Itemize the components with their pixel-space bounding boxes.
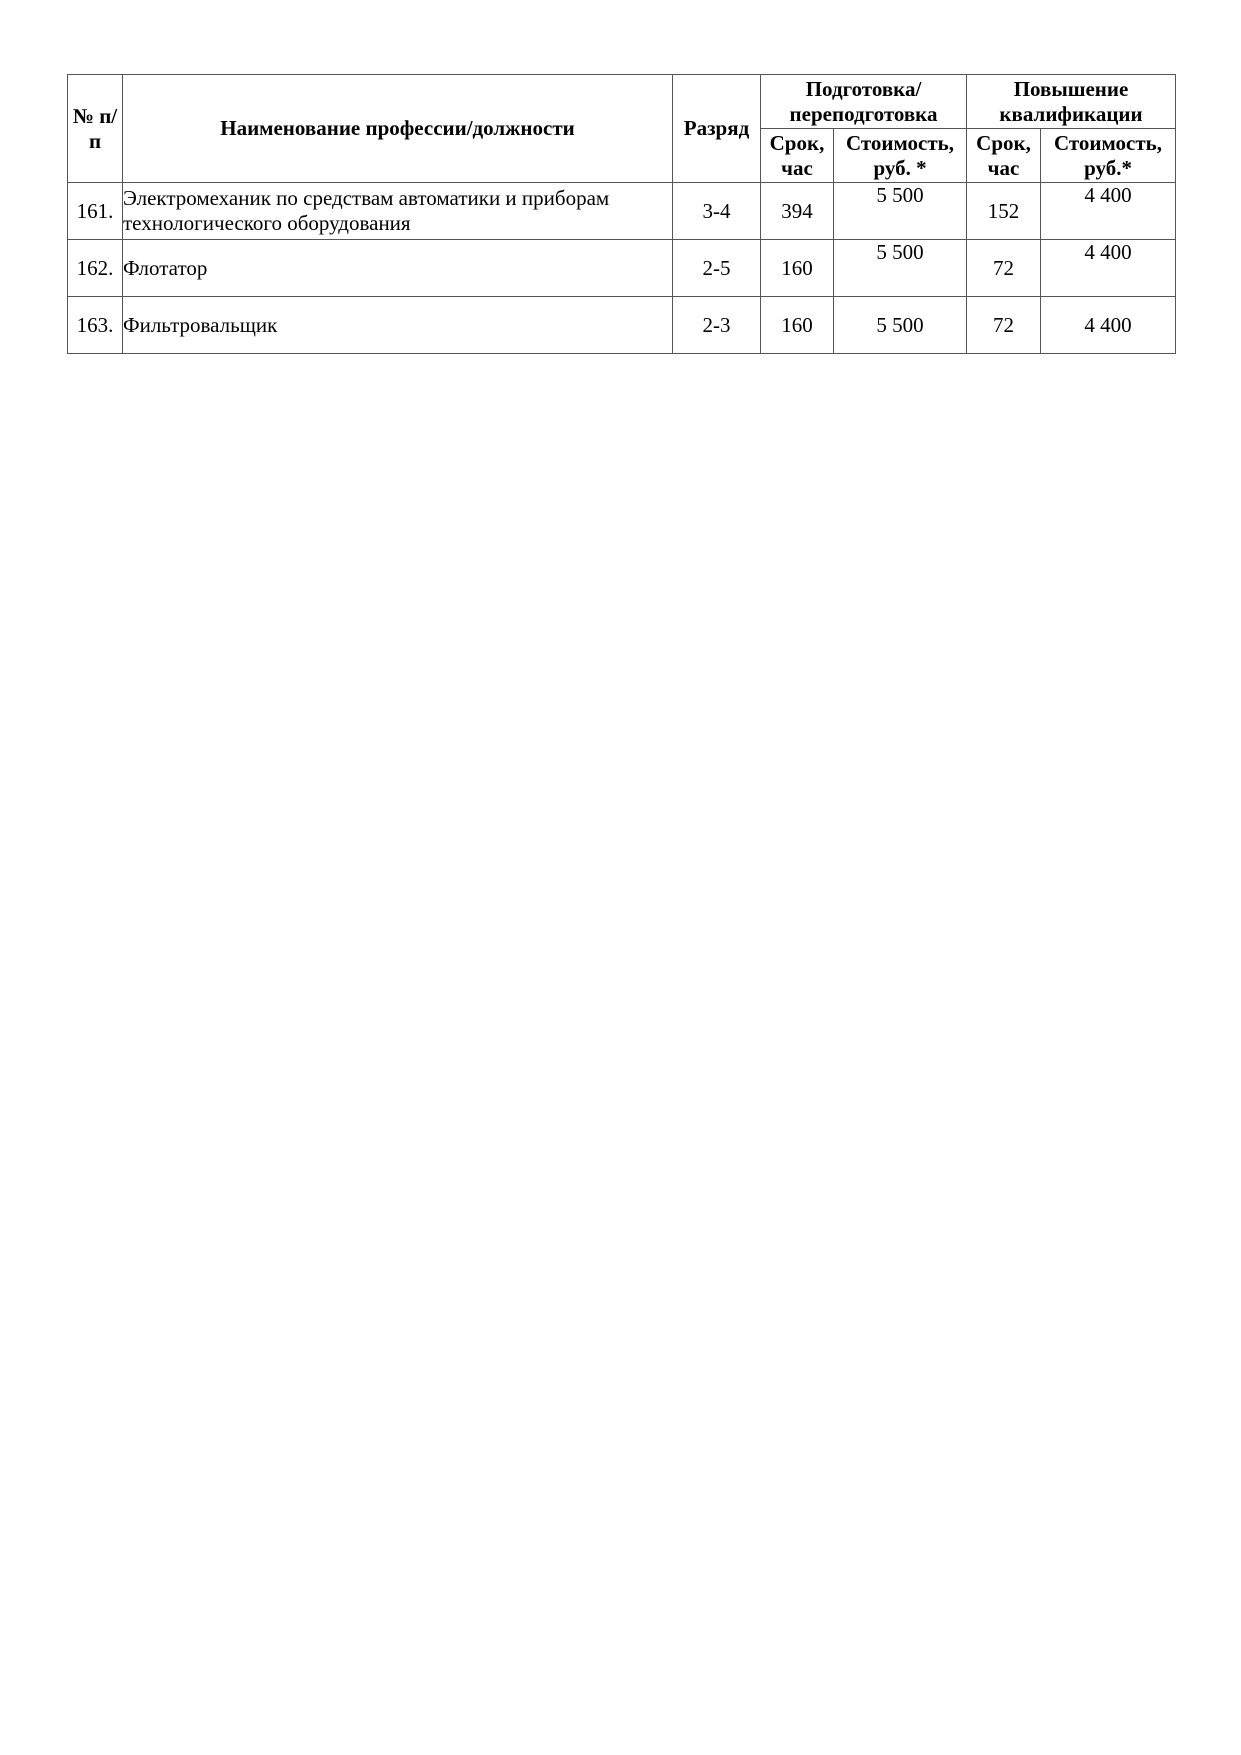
row-qualification-term: 72	[967, 240, 1041, 297]
row-training-term: 160	[761, 297, 834, 354]
row-grade: 2-3	[673, 297, 761, 354]
professions-price-table	[67, 74, 1176, 354]
header-training-cost: Стоимость, руб. *	[834, 129, 967, 183]
row-training-term: 160	[761, 240, 834, 297]
header-qualification-cost: Стоимость, руб.*	[1041, 129, 1176, 183]
row-profession-name: Флотатор	[123, 240, 673, 297]
header-training-term: Срок, час	[761, 129, 834, 183]
header-number: № п/п	[68, 75, 123, 183]
row-qualification-cost: 4 400	[1041, 183, 1176, 240]
row-training-cost: 5 500	[834, 297, 967, 354]
row-number: 163.	[68, 297, 123, 354]
header-training-group: Подготовка/ переподготовка	[761, 75, 967, 129]
table-row	[68, 183, 1176, 240]
row-qualification-cost: 4 400	[1041, 297, 1176, 354]
row-profession-name: Фильтровальщик	[123, 297, 673, 354]
header-qualification-term: Срок, час	[967, 129, 1041, 183]
row-qualification-term: 152	[967, 183, 1041, 240]
table-body	[68, 183, 1176, 354]
row-qualification-term: 72	[967, 297, 1041, 354]
row-number: 162.	[68, 240, 123, 297]
table-row	[68, 297, 1176, 354]
header-profession-name: Наименование профессии/должности	[123, 75, 673, 183]
row-grade: 3-4	[673, 183, 761, 240]
row-training-term: 394	[761, 183, 834, 240]
row-qualification-cost: 4 400	[1041, 240, 1176, 297]
row-profession-name: Электромеханик по средствам автоматики и приборам технологического оборудования	[123, 183, 673, 240]
header-grade: Разряд	[673, 75, 761, 183]
header-row	[68, 75, 1176, 129]
table-header	[68, 75, 1176, 183]
header-qualification-group: Повышение квалификации	[967, 75, 1176, 129]
row-training-cost: 5 500	[834, 240, 967, 297]
row-number: 161.	[68, 183, 123, 240]
table-row	[68, 240, 1176, 297]
row-grade: 2-5	[673, 240, 761, 297]
row-training-cost: 5 500	[834, 183, 967, 240]
